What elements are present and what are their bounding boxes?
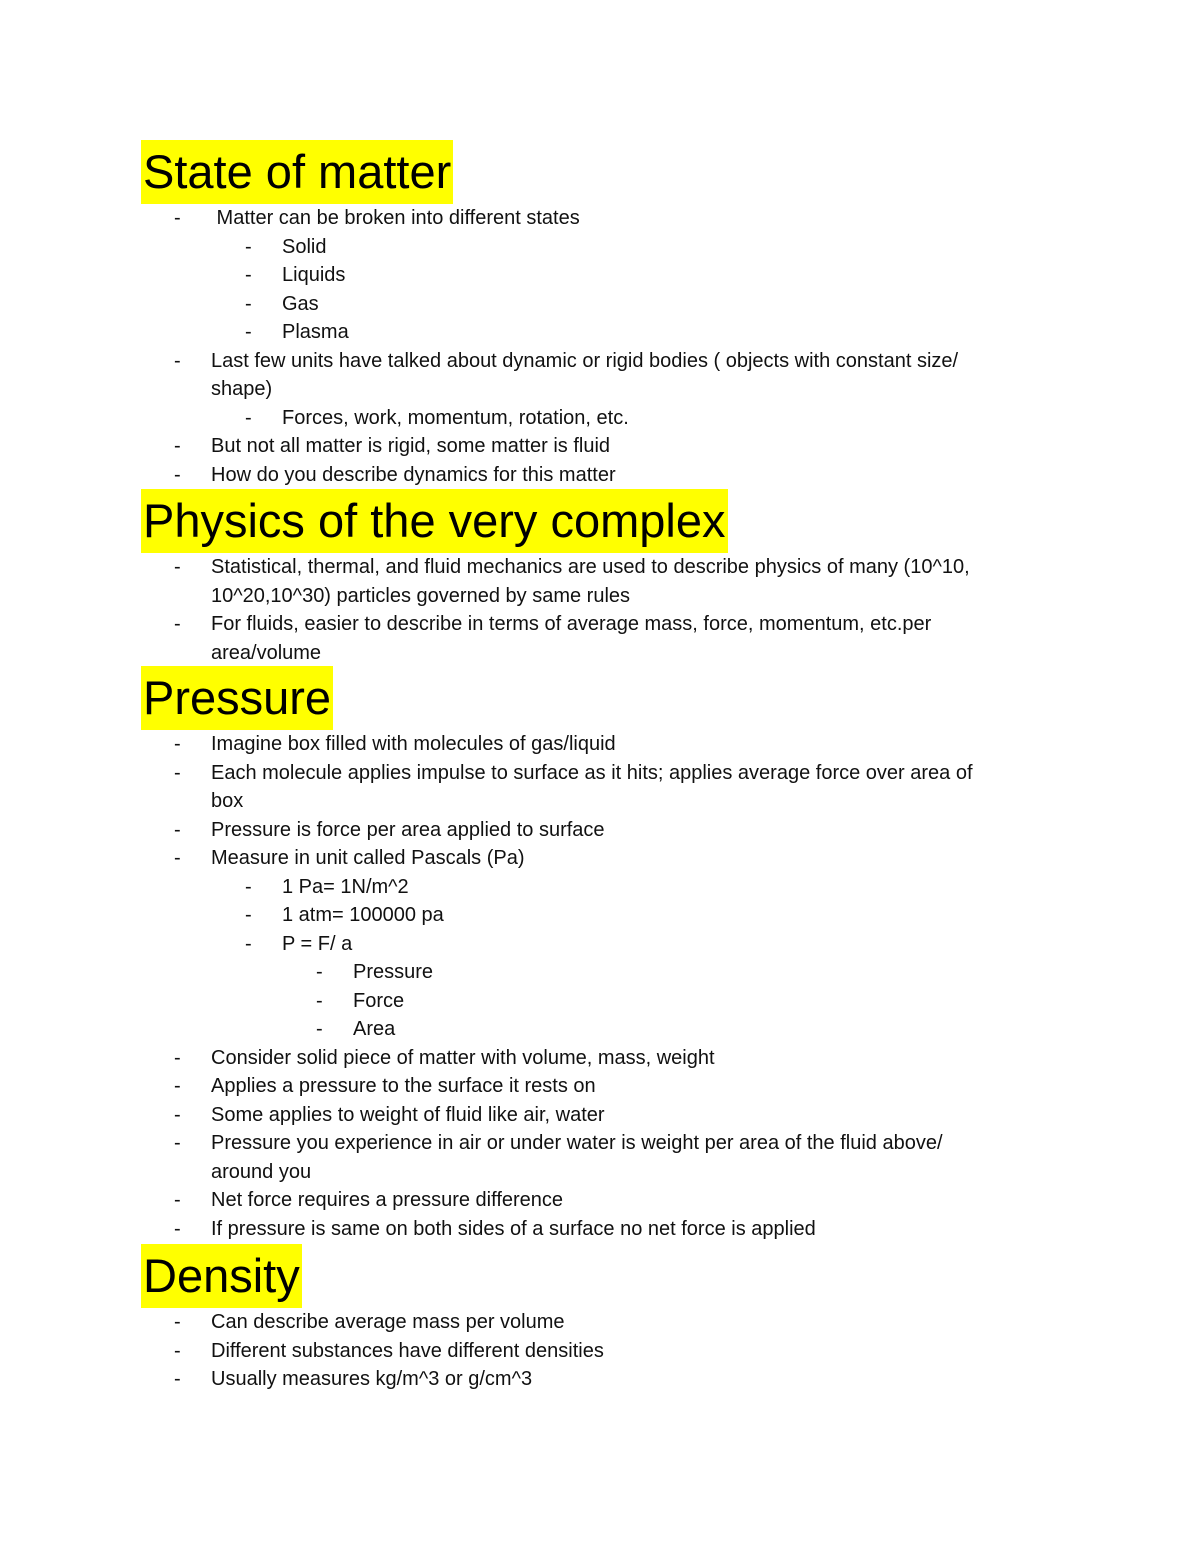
- bullet-dash: -: [245, 904, 252, 926]
- bullet-dash: -: [316, 961, 323, 983]
- bullet-dash: -: [174, 349, 181, 372]
- bullet-dash: -: [174, 1189, 181, 1211]
- bullet-dash: -: [245, 264, 252, 286]
- list-item-text: Statistical, thermal, and fluid mechanics are used to describe physics of many (10^10,: [211, 556, 970, 578]
- list-item-text: Different substances have different densities: [211, 1339, 604, 1362]
- list-item-text: 1 atm= 100000 pa: [282, 904, 444, 926]
- bullet-dash: -: [245, 292, 252, 315]
- list-item-text: Each molecule applies impulse to surface as it hits; applies average force over area of: [211, 761, 973, 784]
- bullet-dash: -: [174, 207, 181, 229]
- section-heading: Density: [141, 1244, 302, 1308]
- section-heading: Physics of the very complex: [141, 489, 728, 553]
- list-item-text: But not all matter is rigid, some matter is fluid: [211, 435, 611, 457]
- bullet-dash: -: [174, 1103, 181, 1126]
- list-item-text: Gas: [282, 292, 319, 315]
- bullet-dash: -: [174, 1075, 181, 1097]
- bullet-dash: -: [174, 1217, 181, 1240]
- list-item-text: Area: [353, 1018, 396, 1040]
- list-item-text: P = F/ a: [282, 932, 353, 955]
- list-item-text: Consider solid piece of matter with volume, mass, weight: [211, 1046, 715, 1069]
- bullet-dash: -: [174, 818, 181, 841]
- bullet-dash: -: [174, 435, 181, 457]
- bullet-dash: -: [174, 1046, 181, 1069]
- list-item-text: Matter can be broken into different states: [211, 207, 580, 229]
- bullet-dash: -: [174, 761, 181, 784]
- list-item-text: Usually measures kg/m^3 or g/cm^3: [211, 1368, 533, 1390]
- list-item-text: Pressure you experience in air or under water is weight per area of the fluid above/: [211, 1132, 943, 1154]
- list-item-text: Imagine box filled with molecules of gas/liquid: [211, 733, 616, 755]
- list-item-text: Liquids: [282, 264, 346, 286]
- list-item-text: Pressure is force per area applied to surface: [211, 818, 605, 841]
- list-item-text: shape): [211, 378, 273, 400]
- section-heading: State of matter: [141, 140, 453, 204]
- bullet-dash: -: [174, 463, 181, 486]
- bullet-dash: -: [245, 932, 252, 955]
- list-item-text: 1 Pa= 1N/m^2: [282, 875, 409, 898]
- bullet-dash: -: [316, 1018, 323, 1040]
- bullet-dash: -: [245, 406, 252, 429]
- bullet-dash: -: [174, 1132, 181, 1154]
- list-item-text: For fluids, easier to describe in terms of average mass, force, momentum, etc.per: [211, 613, 932, 635]
- bullet-dash: -: [174, 556, 181, 578]
- list-item-text: Can describe average mass per volume: [211, 1311, 565, 1333]
- bullet-dash: -: [174, 1368, 181, 1390]
- list-item-text: Some applies to weight of fluid like air, water: [211, 1103, 605, 1126]
- list-item-text: Force: [353, 989, 405, 1012]
- list-item-text: Net force requires a pressure difference: [211, 1189, 564, 1211]
- list-item-text: How do you describe dynamics for this matter: [211, 463, 616, 486]
- bullet-dash: -: [174, 1311, 181, 1333]
- list-item-text: Last few units have talked about dynamic or rigid bodies ( objects with constant size/: [211, 349, 959, 372]
- section-heading: Pressure: [141, 666, 333, 730]
- bullet-dash: -: [174, 733, 181, 755]
- bullet-dash: -: [245, 875, 252, 898]
- list-item-text: Measure in unit called Pascals (Pa): [211, 847, 525, 869]
- list-item-text: Forces, work, momentum, rotation, etc.: [282, 406, 629, 429]
- list-item-text: box: [211, 790, 244, 812]
- list-item-text: Solid: [282, 235, 327, 258]
- list-item-text: around you: [211, 1160, 312, 1183]
- bullet-dash: -: [174, 847, 181, 869]
- bullet-dash: -: [316, 989, 323, 1012]
- bullet-dash: -: [245, 235, 252, 258]
- bullet-dash: -: [174, 1339, 181, 1362]
- list-item-text: Pressure: [353, 961, 434, 983]
- list-item-text: Plasma: [282, 321, 349, 343]
- bullet-dash: -: [245, 321, 252, 343]
- list-item-text: 10^20,10^30) particles governed by same rules: [211, 584, 631, 607]
- list-item-text: If pressure is same on both sides of a surface no net force is applied: [211, 1217, 816, 1240]
- list-item-text: area/volume: [211, 641, 322, 664]
- list-item-text: Applies a pressure to the surface it rests on: [211, 1075, 596, 1097]
- bullet-dash: -: [174, 613, 181, 635]
